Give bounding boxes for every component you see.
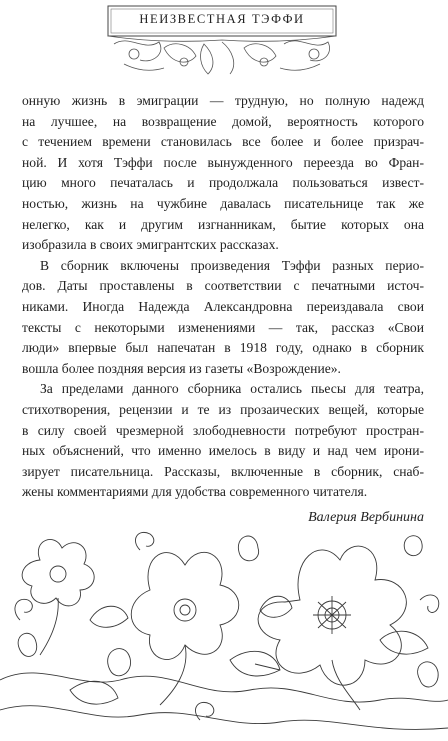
text-line: дов. Даты проставлены в соответствии с печатными источ- [22,278,424,294]
text-line: на лучшее, на возвращение домой, вероятность которого [22,113,424,129]
body-text [22,91,424,503]
text-line: в силу своей чрезмерной злободневности потребуют простран- [22,422,424,438]
text-line: тексты с некоторыми изменениями — так, рассказ «Свои [22,319,424,335]
running-header-title: НЕИЗВЕСТНАЯ ТЭФФИ [139,12,305,26]
text-line: За пределами данного сборника остались пьесы для театра, [40,381,424,397]
text-line: никами. Иногда Надежда Александровна переиздавала свои [22,298,424,314]
text-line: ностью, жизнь на чужбине давалась писательнице так же [22,195,424,211]
text-line: вошла более поздняя версия из газеты «Возрождение». [22,360,341,376]
text-line: нелегко, как и другим изгнанникам, бытие которых она [22,216,424,232]
text-line: ных объяснений, что именно имелось в виду и над чем ирони- [22,443,424,459]
author-signature: Валерия Вербинина [308,510,424,525]
text-line: люди» впервые был напечатан в 1918 году, однако в сборник [22,340,424,356]
text-line: зирует писательница. Рассказы, включенные в сборник, снаб- [22,463,424,479]
text-line: изобразила в своих эмигрантских рассказах. [22,237,279,253]
text-line: стихотворения, рецензии и те из прозаических вещей, которые [22,401,424,417]
text-line: В сборник включены произведения Тэффи разных перио- [40,257,424,273]
text-line: с течением времени становилась все более и более призрач- [22,134,424,150]
floral-ornament [0,530,448,741]
paragraph-2 [22,256,424,380]
paragraph-3 [22,379,424,503]
text-line: ной. И хотя Тэффи после вынужденного переезда во Фран- [22,154,424,170]
text-line: жены комментариями для удобства современного читателя. [22,484,368,500]
text-line: цию много печаталась и продолжала пользоваться извест- [22,175,424,191]
paragraph-1 [22,91,424,256]
text-line: онную жизнь в эмиграции — трудную, но полную надежд [22,93,424,108]
